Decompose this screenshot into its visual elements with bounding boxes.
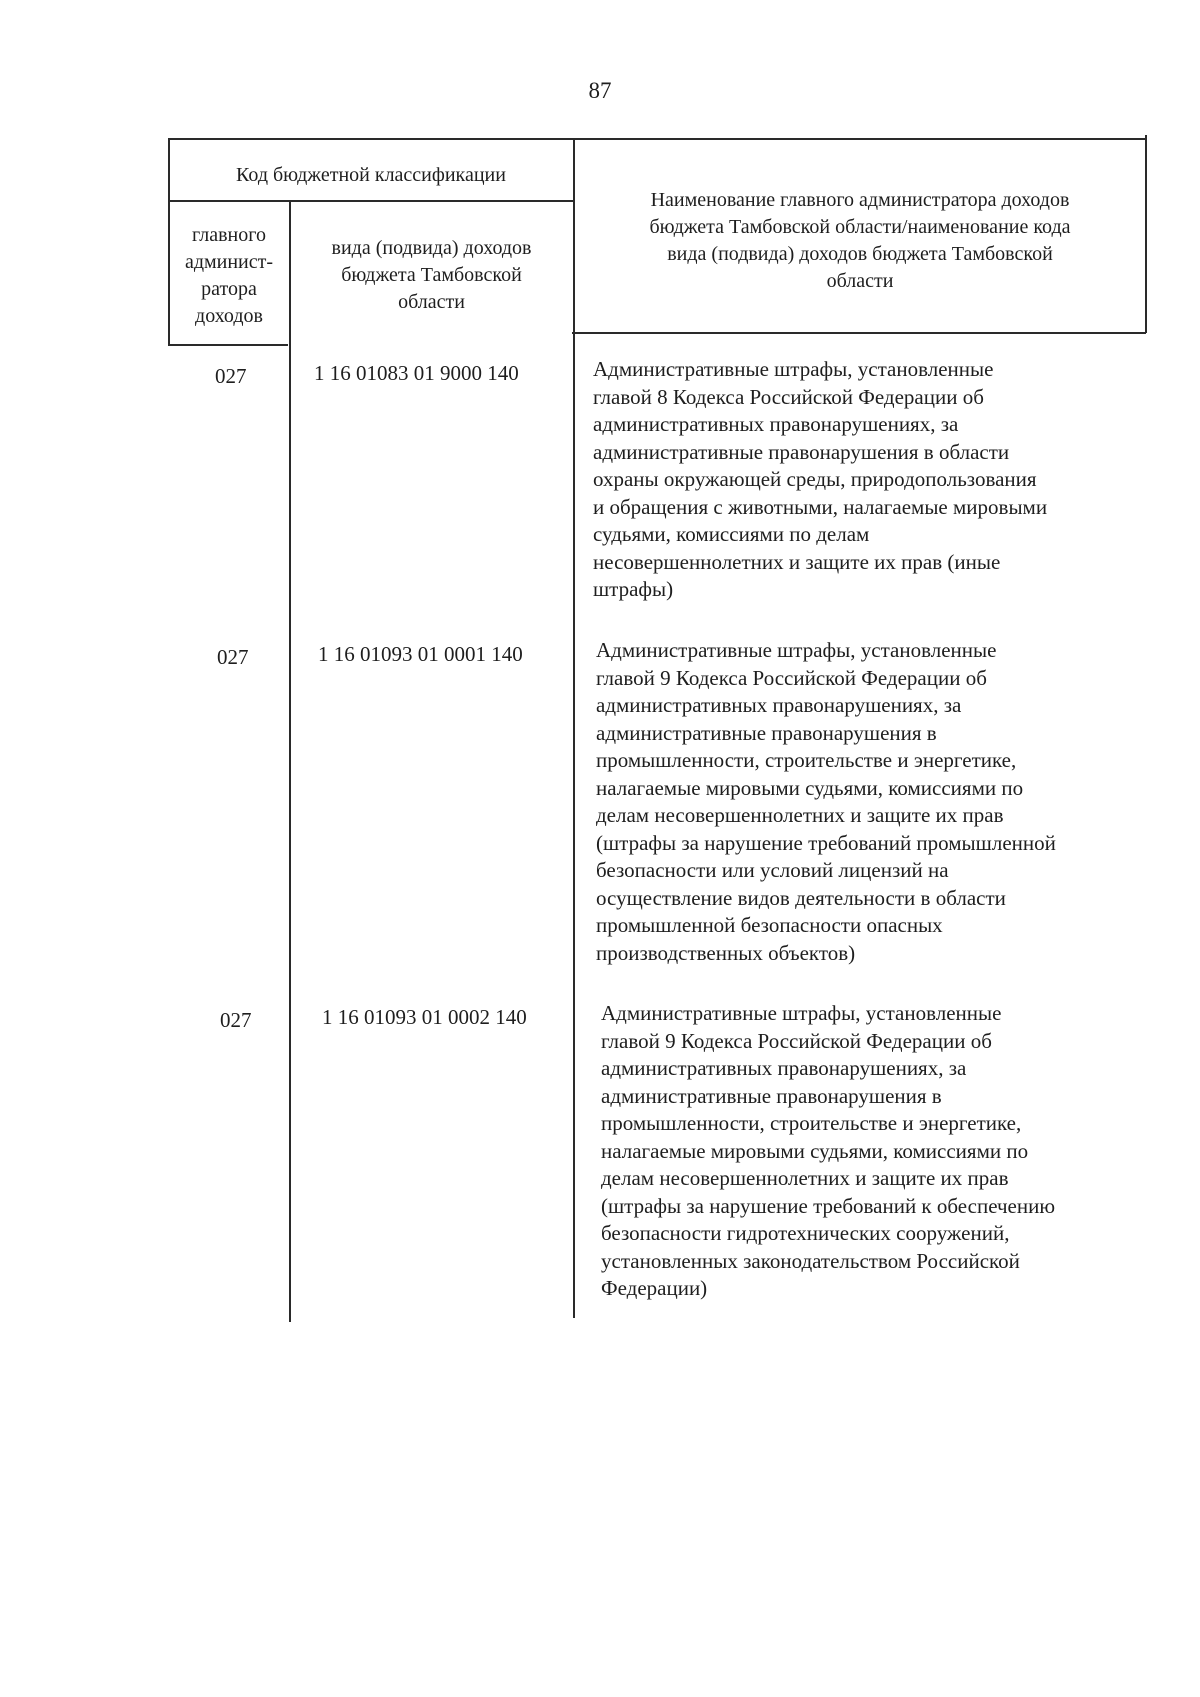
- row-3-income-code: 1 16 01093 01 0002 140: [322, 1005, 527, 1029]
- table-right-border: [1145, 135, 1147, 333]
- table-top-border: [168, 138, 1145, 140]
- column-divider-1: [289, 200, 291, 1322]
- row-2-admin-code: 027: [217, 645, 249, 669]
- group-divider: [168, 200, 573, 202]
- row-1-admin-code: 027: [215, 364, 247, 388]
- page-number: 87: [588, 78, 612, 103]
- header-right-bottom: [572, 332, 1146, 334]
- row-2-name: Административные штрафы, установленные главой 9 Кодекса Российской Федерации об административных правонарушениях, за административные правонарушения в промышленности, строительстве и энергетике, налагаемые мировыми судьями, комиссиями по делам несовершеннолетних и защите их прав (штрафы за нарушение требований промышленной безопасности или условий лицензий на осуществление видов деятельности в области промышленной безопасности опасных производственных объектов): [596, 638, 1056, 965]
- row-3-admin-code: 027: [220, 1008, 252, 1032]
- header-col-income: вида (подвида) доходов бюджета Тамбовской области: [331, 237, 532, 313]
- header-col-admin: главного админист- ратора доходов: [184, 224, 274, 327]
- header-group-title: Код бюджетной классификации: [236, 164, 506, 186]
- column-divider-2: [573, 138, 575, 1318]
- row-3-name: Административные штрафы, установленные главой 9 Кодекса Российской Федерации об административных правонарушениях, за административные правонарушения в промышленности, строительстве и энергетике, налагаемые мировыми судьями, комиссиями по делам несовершеннолетних и защите их прав (штрафы за нарушение требований к обеспечению безопасности гидротехнических сооружений, установленных законодательством Российской Федерации): [601, 1001, 1056, 1300]
- header-col-name: Наименование главного администратора доходов бюджета Тамбовской области/наименование кода вида (подвида) доходов бюджета Тамбовской области: [649, 189, 1071, 292]
- header-left-bottom: [168, 344, 288, 346]
- row-1-name: Административные штрафы, установленные главой 8 Кодекса Российской Федерации об административных правонарушениях, за административные правонарушения в области охраны окружающей среды, природопользования и обращения с животными, налагаемые мировыми судьями, комиссиями по делам несовершеннолетних и защите их прав (иные штрафы): [593, 357, 1048, 601]
- row-2-income-code: 1 16 01093 01 0001 140: [318, 642, 523, 666]
- row-1-income-code: 1 16 01083 01 9000 140: [314, 361, 519, 385]
